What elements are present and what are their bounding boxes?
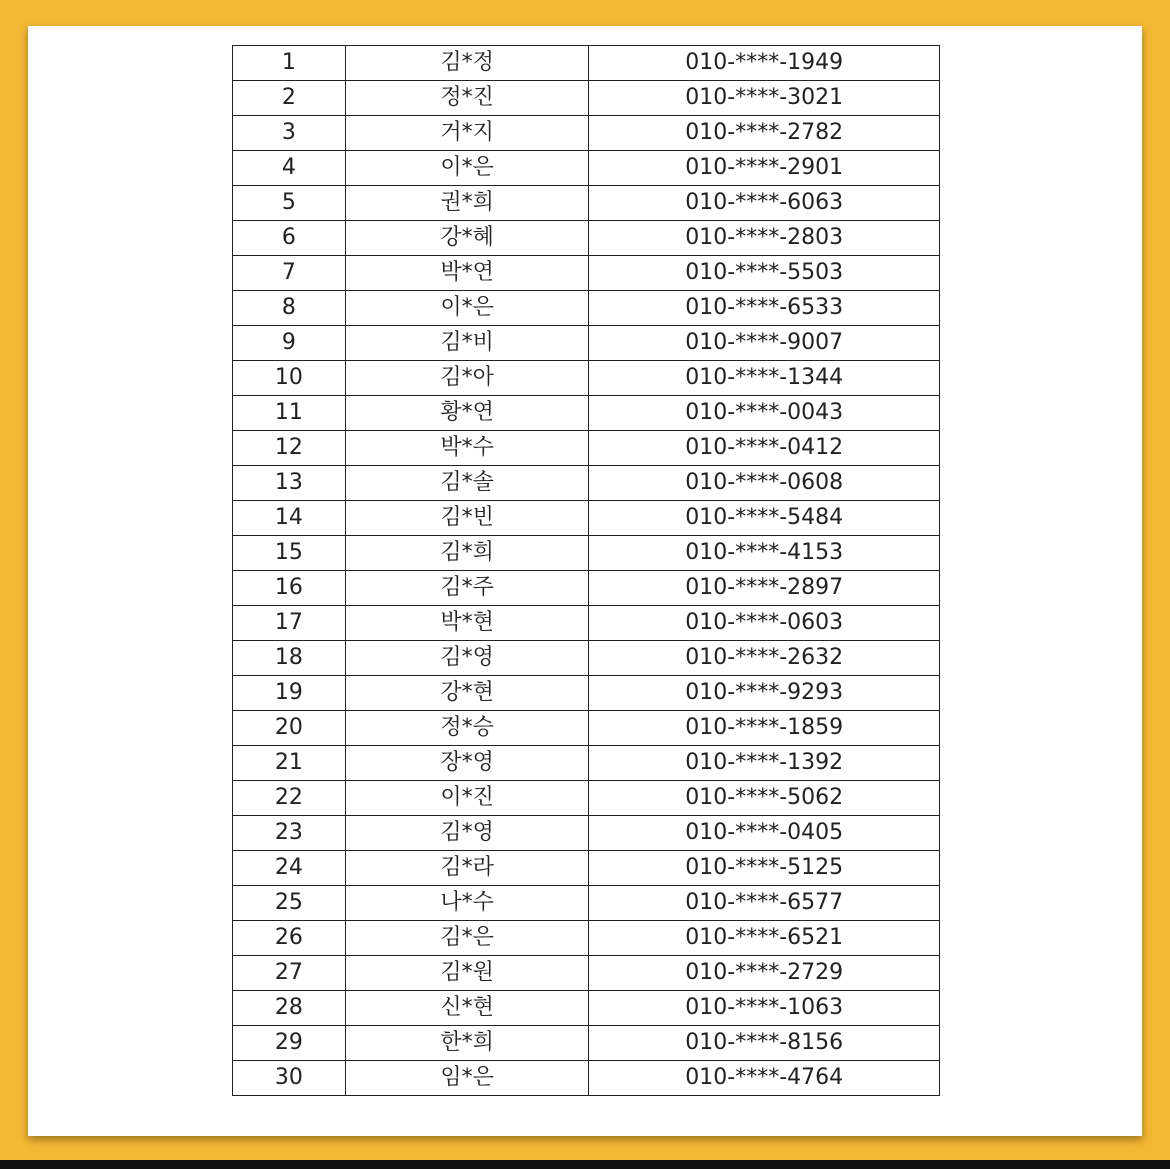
table-row	[233, 956, 940, 991]
masked-name-cell: 김*라	[345, 851, 589, 886]
masked-name-cell: 박*연	[345, 256, 589, 291]
row-number-cell: 13	[233, 466, 346, 501]
masked-phone-cell: 010-****-0603	[589, 606, 940, 641]
masked-phone-cell: 010-****-2803	[589, 221, 940, 256]
masked-name-cell: 나*수	[345, 886, 589, 921]
document-card	[28, 26, 1142, 1136]
row-number-cell: 3	[233, 116, 346, 151]
table-row	[233, 886, 940, 921]
masked-phone-cell: 010-****-2897	[589, 571, 940, 606]
masked-name-cell: 김*은	[345, 921, 589, 956]
masked-phone-cell: 010-****-3021	[589, 81, 940, 116]
table-row	[233, 116, 940, 151]
table-row	[233, 676, 940, 711]
row-number-cell: 27	[233, 956, 346, 991]
masked-phone-cell: 010-****-9007	[589, 326, 940, 361]
masked-phone-cell: 010-****-4153	[589, 536, 940, 571]
table-row	[233, 81, 940, 116]
masked-name-cell: 거*지	[345, 116, 589, 151]
row-number-cell: 5	[233, 186, 346, 221]
masked-phone-cell: 010-****-8156	[589, 1026, 940, 1061]
table-row	[233, 1061, 940, 1096]
table-row	[233, 221, 940, 256]
row-number-cell: 16	[233, 571, 346, 606]
table-row	[233, 921, 940, 956]
masked-phone-cell: 010-****-4764	[589, 1061, 940, 1096]
masked-name-cell: 강*혜	[345, 221, 589, 256]
row-number-cell: 19	[233, 676, 346, 711]
masked-phone-cell: 010-****-5125	[589, 851, 940, 886]
masked-name-cell: 김*정	[345, 46, 589, 81]
row-number-cell: 24	[233, 851, 346, 886]
table-row	[233, 501, 940, 536]
bottom-edge-bar	[0, 1160, 1170, 1169]
table-row	[233, 1026, 940, 1061]
table-row	[233, 536, 940, 571]
row-number-cell: 14	[233, 501, 346, 536]
table-row	[233, 746, 940, 781]
masked-phone-cell: 010-****-1344	[589, 361, 940, 396]
masked-phone-cell: 010-****-5503	[589, 256, 940, 291]
row-number-cell: 30	[233, 1061, 346, 1096]
row-number-cell: 9	[233, 326, 346, 361]
masked-phone-cell: 010-****-1949	[589, 46, 940, 81]
masked-name-cell: 김*아	[345, 361, 589, 396]
masked-phone-cell: 010-****-0043	[589, 396, 940, 431]
masked-phone-cell: 010-****-1392	[589, 746, 940, 781]
masked-phone-cell: 010-****-6533	[589, 291, 940, 326]
table-row	[233, 151, 940, 186]
masked-phone-cell: 010-****-2729	[589, 956, 940, 991]
masked-phone-cell: 010-****-0608	[589, 466, 940, 501]
row-number-cell: 21	[233, 746, 346, 781]
row-number-cell: 4	[233, 151, 346, 186]
row-number-cell: 15	[233, 536, 346, 571]
row-number-cell: 2	[233, 81, 346, 116]
row-number-cell: 29	[233, 1026, 346, 1061]
table-row	[233, 571, 940, 606]
masked-name-cell: 신*현	[345, 991, 589, 1026]
masked-phone-cell: 010-****-6521	[589, 921, 940, 956]
row-number-cell: 25	[233, 886, 346, 921]
table-row	[233, 851, 940, 886]
row-number-cell: 12	[233, 431, 346, 466]
table-body	[233, 46, 940, 1096]
table-row	[233, 606, 940, 641]
table-row	[233, 361, 940, 396]
masked-name-cell: 정*승	[345, 711, 589, 746]
row-number-cell: 8	[233, 291, 346, 326]
table-row	[233, 46, 940, 81]
row-number-cell: 22	[233, 781, 346, 816]
masked-name-cell: 김*영	[345, 816, 589, 851]
table-row	[233, 256, 940, 291]
row-number-cell: 17	[233, 606, 346, 641]
masked-name-cell: 한*희	[345, 1026, 589, 1061]
masked-name-cell: 김*영	[345, 641, 589, 676]
row-number-cell: 26	[233, 921, 346, 956]
masked-name-cell: 정*진	[345, 81, 589, 116]
table-row	[233, 466, 940, 501]
masked-name-cell: 박*현	[345, 606, 589, 641]
masked-name-cell: 황*연	[345, 396, 589, 431]
masked-name-cell: 김*주	[345, 571, 589, 606]
masked-name-cell: 김*비	[345, 326, 589, 361]
row-number-cell: 20	[233, 711, 346, 746]
table-row	[233, 816, 940, 851]
winner-list-table	[232, 45, 940, 1096]
masked-phone-cell: 010-****-5062	[589, 781, 940, 816]
masked-name-cell: 이*진	[345, 781, 589, 816]
masked-name-cell: 권*희	[345, 186, 589, 221]
masked-phone-cell: 010-****-0405	[589, 816, 940, 851]
row-number-cell: 6	[233, 221, 346, 256]
masked-phone-cell: 010-****-6577	[589, 886, 940, 921]
masked-name-cell: 이*은	[345, 151, 589, 186]
table-row	[233, 431, 940, 466]
row-number-cell: 18	[233, 641, 346, 676]
masked-phone-cell: 010-****-6063	[589, 186, 940, 221]
masked-phone-cell: 010-****-2632	[589, 641, 940, 676]
masked-phone-cell: 010-****-2901	[589, 151, 940, 186]
masked-phone-cell: 010-****-5484	[589, 501, 940, 536]
table-row	[233, 641, 940, 676]
masked-phone-cell: 010-****-2782	[589, 116, 940, 151]
table-row	[233, 186, 940, 221]
row-number-cell: 10	[233, 361, 346, 396]
masked-name-cell: 박*수	[345, 431, 589, 466]
row-number-cell: 1	[233, 46, 346, 81]
masked-name-cell: 김*원	[345, 956, 589, 991]
table-row	[233, 711, 940, 746]
masked-name-cell: 임*은	[345, 1061, 589, 1096]
masked-name-cell: 장*영	[345, 746, 589, 781]
masked-name-cell: 김*빈	[345, 501, 589, 536]
masked-phone-cell: 010-****-1859	[589, 711, 940, 746]
row-number-cell: 23	[233, 816, 346, 851]
masked-name-cell: 김*희	[345, 536, 589, 571]
table-row	[233, 781, 940, 816]
table-row	[233, 991, 940, 1026]
masked-phone-cell: 010-****-1063	[589, 991, 940, 1026]
masked-name-cell: 김*솔	[345, 466, 589, 501]
masked-phone-cell: 010-****-0412	[589, 431, 940, 466]
row-number-cell: 7	[233, 256, 346, 291]
table-row	[233, 396, 940, 431]
row-number-cell: 11	[233, 396, 346, 431]
table-row	[233, 326, 940, 361]
masked-name-cell: 이*은	[345, 291, 589, 326]
table-row	[233, 291, 940, 326]
row-number-cell: 28	[233, 991, 346, 1026]
masked-phone-cell: 010-****-9293	[589, 676, 940, 711]
masked-name-cell: 강*현	[345, 676, 589, 711]
